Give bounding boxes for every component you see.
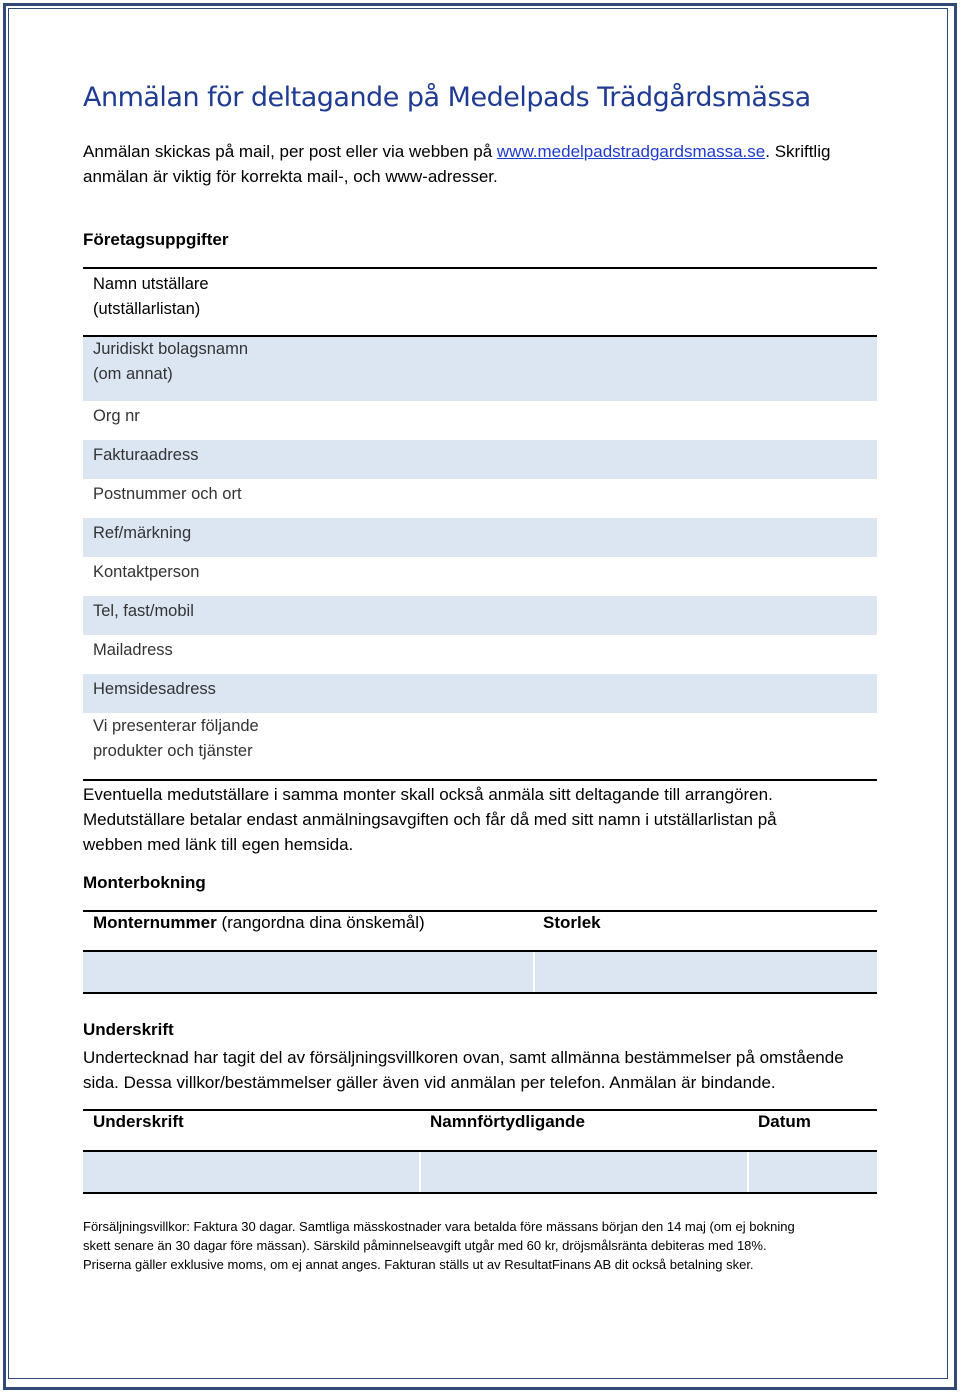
terms-line: Priserna gäller exklusive moms, om ej annat anges. Fakturan ställs ut av ResultatFinans AB dit också betalning sker.	[83, 1257, 754, 1272]
field-label-line2: produkter och tjänster	[93, 742, 253, 760]
field-row-exhibitor-name[interactable]	[83, 269, 877, 335]
signature-top-rule	[83, 1109, 877, 1111]
intro-before-link: Anmälan skickas på mail, per post eller via webben på	[83, 142, 497, 161]
field-label	[93, 337, 248, 387]
booth-number-input[interactable]	[83, 952, 533, 992]
field-row-postal[interactable]	[83, 479, 877, 518]
terms-text	[83, 1217, 883, 1274]
field-label: Ref/märkning	[93, 524, 192, 542]
field-label	[93, 272, 209, 322]
field-label: Mailadress	[93, 641, 173, 659]
field-label-line1: Juridiskt bolagsnamn	[93, 340, 248, 358]
signature-text-line: Undertecknad har tagit del av försäljningsvillkoren ovan, samt allmänna bestämmelser på omstående	[83, 1048, 844, 1067]
field-label: Postnummer och ort	[93, 485, 242, 503]
co-exhibitor-line: webben med länk till egen hemsida.	[83, 835, 354, 854]
field-row-website[interactable]	[83, 674, 877, 713]
field-label: Tel, fast/mobil	[93, 602, 194, 620]
page-title: Anmälan för deltagande på Medelpads Trädgårdsmässa	[83, 82, 811, 113]
booth-top-rule	[83, 910, 877, 912]
field-label: Hemsidesadress	[93, 680, 216, 698]
name-clarification-input[interactable]	[421, 1152, 747, 1192]
field-row-org-nr[interactable]	[83, 401, 877, 440]
booth-bottom-rule	[83, 992, 877, 994]
co-exhibitor-line: Medutställare betalar endast anmälningsavgiften och får då med sitt namn i utställarlistan på	[83, 810, 777, 829]
company-heading: Företagsuppgifter	[83, 230, 229, 249]
booth-size-input[interactable]	[535, 952, 877, 992]
field-row-phone[interactable]	[83, 596, 877, 635]
field-label	[93, 714, 259, 764]
signature-text	[83, 1045, 883, 1095]
booth-number-label: Monternummer	[93, 913, 217, 932]
intro-line2: anmälan är viktig för korrekta mail-, och www-adresser.	[83, 167, 498, 186]
field-row-reference[interactable]	[83, 518, 877, 557]
intro-after-link: . Skriftlig	[765, 142, 831, 161]
field-label-line2: (utställarlistan)	[93, 300, 201, 318]
terms-line: skett senare än 30 dagar före mässan). Särskild påminnelseavgift utgår med 60 kr, dröjsmålsränta debiteras med 18%.	[83, 1238, 767, 1253]
booth-heading: Monterbokning	[83, 873, 206, 892]
signature-bottom-rule	[83, 1192, 877, 1194]
field-row-invoice-address[interactable]	[83, 440, 877, 479]
field-label-line2: (om annat)	[93, 365, 173, 383]
field-row-legal-name[interactable]	[83, 337, 877, 401]
field-label-line1: Vi presenterar följande	[93, 717, 259, 735]
booth-size-header: Storlek	[543, 913, 601, 932]
signature-heading: Underskrift	[83, 1020, 174, 1039]
terms-line: Försäljningsvillkor: Faktura 30 dagar. Samtliga mässkostnader vara betalda före mässans början den 14 maj (om ej bokning	[83, 1219, 795, 1234]
co-exhibitor-line: Eventuella medutställare i samma monter skall också anmäla sitt deltagande till arrangören.	[83, 785, 773, 804]
signature-input[interactable]	[83, 1152, 419, 1192]
booth-number-hint: (rangordna dina önskemål)	[216, 913, 425, 932]
company-form	[83, 267, 877, 782]
field-row-products[interactable]	[83, 713, 877, 779]
field-label-line1: Namn utställare	[93, 275, 209, 293]
co-exhibitor-text	[83, 782, 883, 857]
intro-text	[83, 139, 883, 189]
field-row-email[interactable]	[83, 635, 877, 674]
field-label: Org nr	[93, 407, 140, 425]
booth-number-header	[93, 913, 425, 933]
field-label: Fakturaadress	[93, 446, 199, 464]
signature-col-header: Underskrift	[93, 1112, 184, 1131]
form-bottom-rule	[83, 779, 877, 781]
date-header: Datum	[758, 1112, 811, 1131]
field-label: Kontaktperson	[93, 563, 200, 581]
name-clarification-header: Namnförtydligande	[430, 1112, 585, 1131]
date-input[interactable]	[749, 1152, 877, 1192]
website-link[interactable]: www.medelpadstradgardsmassa.se	[496, 142, 766, 161]
field-row-contact[interactable]	[83, 557, 877, 596]
signature-text-line: sida. Dessa villkor/bestämmelser gäller även vid anmälan per telefon. Anmälan är bindande.	[83, 1073, 776, 1092]
